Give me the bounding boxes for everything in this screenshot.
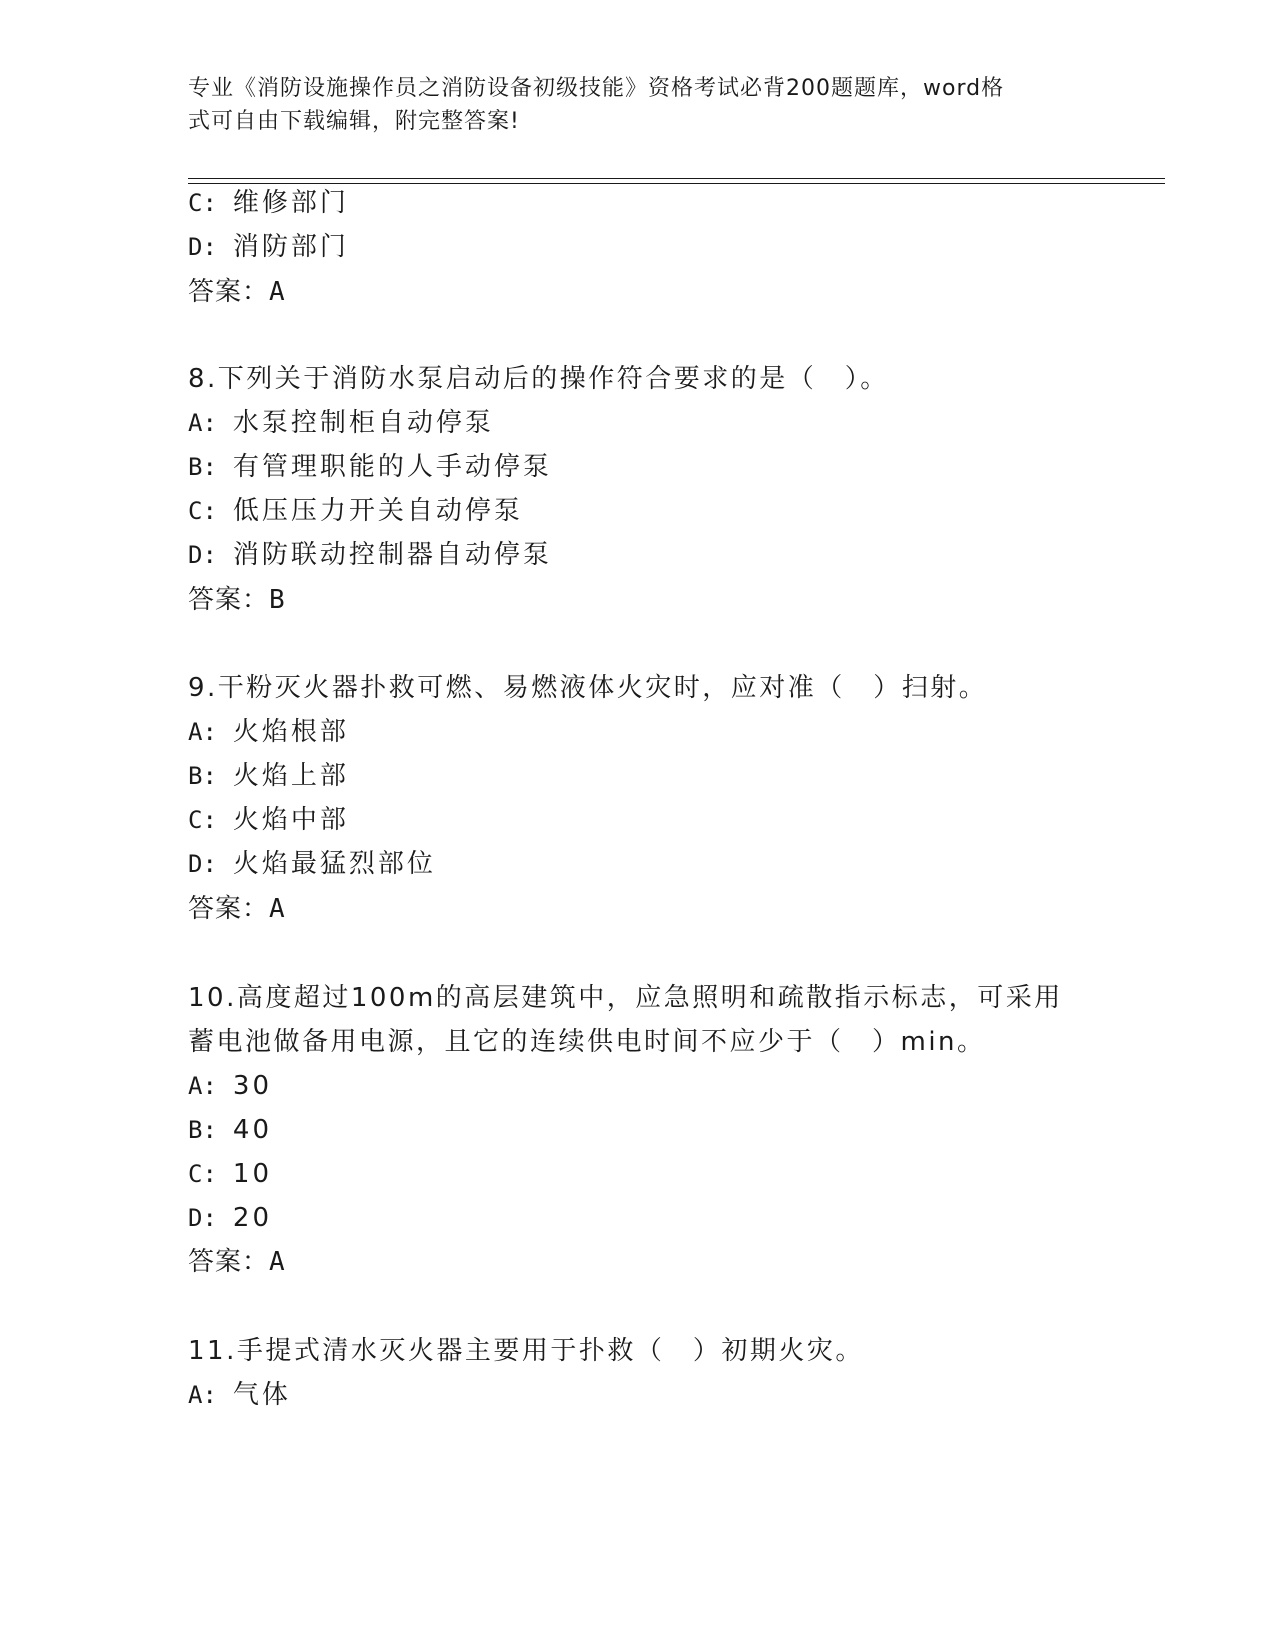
answer-label: 答案： [188, 277, 270, 307]
option-letter: C: [188, 497, 217, 525]
option-text: 低压压力开关自动停泵 [232, 496, 523, 526]
option-text: 火焰最猛烈部位 [232, 849, 436, 879]
header-line-2: 式可自由下载编辑，附完整答案! [188, 109, 520, 134]
option-letter: D: [188, 233, 217, 261]
option-letter: A: [188, 1072, 217, 1100]
option-letter: C: [188, 806, 217, 834]
option-text: 水泵控制柜自动停泵 [232, 408, 494, 438]
option-d [188, 538, 552, 572]
answer-line [188, 583, 286, 617]
option-letter: A: [188, 409, 217, 437]
answer-label: 答案： [188, 1247, 270, 1277]
answer-value: A [269, 1247, 286, 1277]
option-letter: D: [188, 1204, 217, 1232]
option-b [188, 450, 552, 484]
option-a [188, 406, 494, 440]
header-rule-top [188, 178, 1165, 179]
option-text: 维修部门 [232, 188, 349, 218]
option-b [188, 1113, 272, 1147]
option-letter: D: [188, 850, 217, 878]
option-c [188, 494, 523, 528]
option-letter: B: [188, 453, 217, 481]
option-text: 30 [232, 1071, 272, 1101]
option-text: 火焰根部 [232, 717, 349, 747]
option-text: 消防部门 [232, 232, 349, 262]
question-8-stem: 8.下列关于消防水泵启动后的操作符合要求的是（ ）。 [188, 364, 889, 394]
option-text: 有管理职能的人手动停泵 [232, 452, 552, 482]
option-letter: D: [188, 541, 217, 569]
answer-line [188, 1245, 286, 1279]
option-text: 火焰上部 [232, 761, 349, 791]
answer-label: 答案： [188, 894, 270, 924]
option-text: 消防联动控制器自动停泵 [232, 540, 552, 570]
header-rule-bottom [188, 183, 1165, 184]
option-text: 气体 [232, 1380, 291, 1410]
question-11-stem: 11.手提式清水灭火器主要用于扑救（ ）初期火灾。 [188, 1336, 864, 1366]
header-line-1: 专业《消防设施操作员之消防设备初级技能》资格考试必背200题题库，word格 [188, 76, 1005, 101]
option-d [188, 1201, 272, 1235]
option-letter: C: [188, 1160, 217, 1188]
option-text: 20 [232, 1203, 272, 1233]
answer-value: A [269, 894, 286, 924]
question-10-stem-line-2: 蓄电池做备用电源，且它的连续供电时间不应少于（ ）min。 [188, 1027, 986, 1057]
answer-line [188, 892, 286, 926]
option-c [188, 803, 349, 837]
option-text: 10 [232, 1159, 272, 1189]
option-a [188, 1069, 272, 1103]
option-text: 火焰中部 [232, 805, 349, 835]
option-c [188, 1157, 272, 1191]
option-a [188, 715, 349, 749]
question-10-stem-line-1: 10.高度超过100m的高层建筑中，应急照明和疏散指示标志，可采用 [188, 983, 1063, 1013]
option-letter: C: [188, 189, 217, 217]
option-a [188, 1378, 291, 1412]
option-letter: B: [188, 1116, 217, 1144]
option-c [188, 186, 349, 220]
option-letter: A: [188, 718, 217, 746]
option-text: 40 [232, 1115, 272, 1145]
answer-value: A [269, 277, 286, 307]
document-header [188, 72, 1068, 138]
option-letter: B: [188, 762, 217, 790]
answer-label: 答案： [188, 585, 270, 615]
answer-value: B [269, 585, 286, 615]
question-9-stem: 9.干粉灭火器扑救可燃、易燃液体火灾时，应对准（ ）扫射。 [188, 673, 988, 703]
option-d [188, 847, 436, 881]
option-b [188, 759, 349, 793]
option-letter: A: [188, 1381, 217, 1409]
option-d [188, 230, 349, 264]
answer-line [188, 275, 286, 309]
